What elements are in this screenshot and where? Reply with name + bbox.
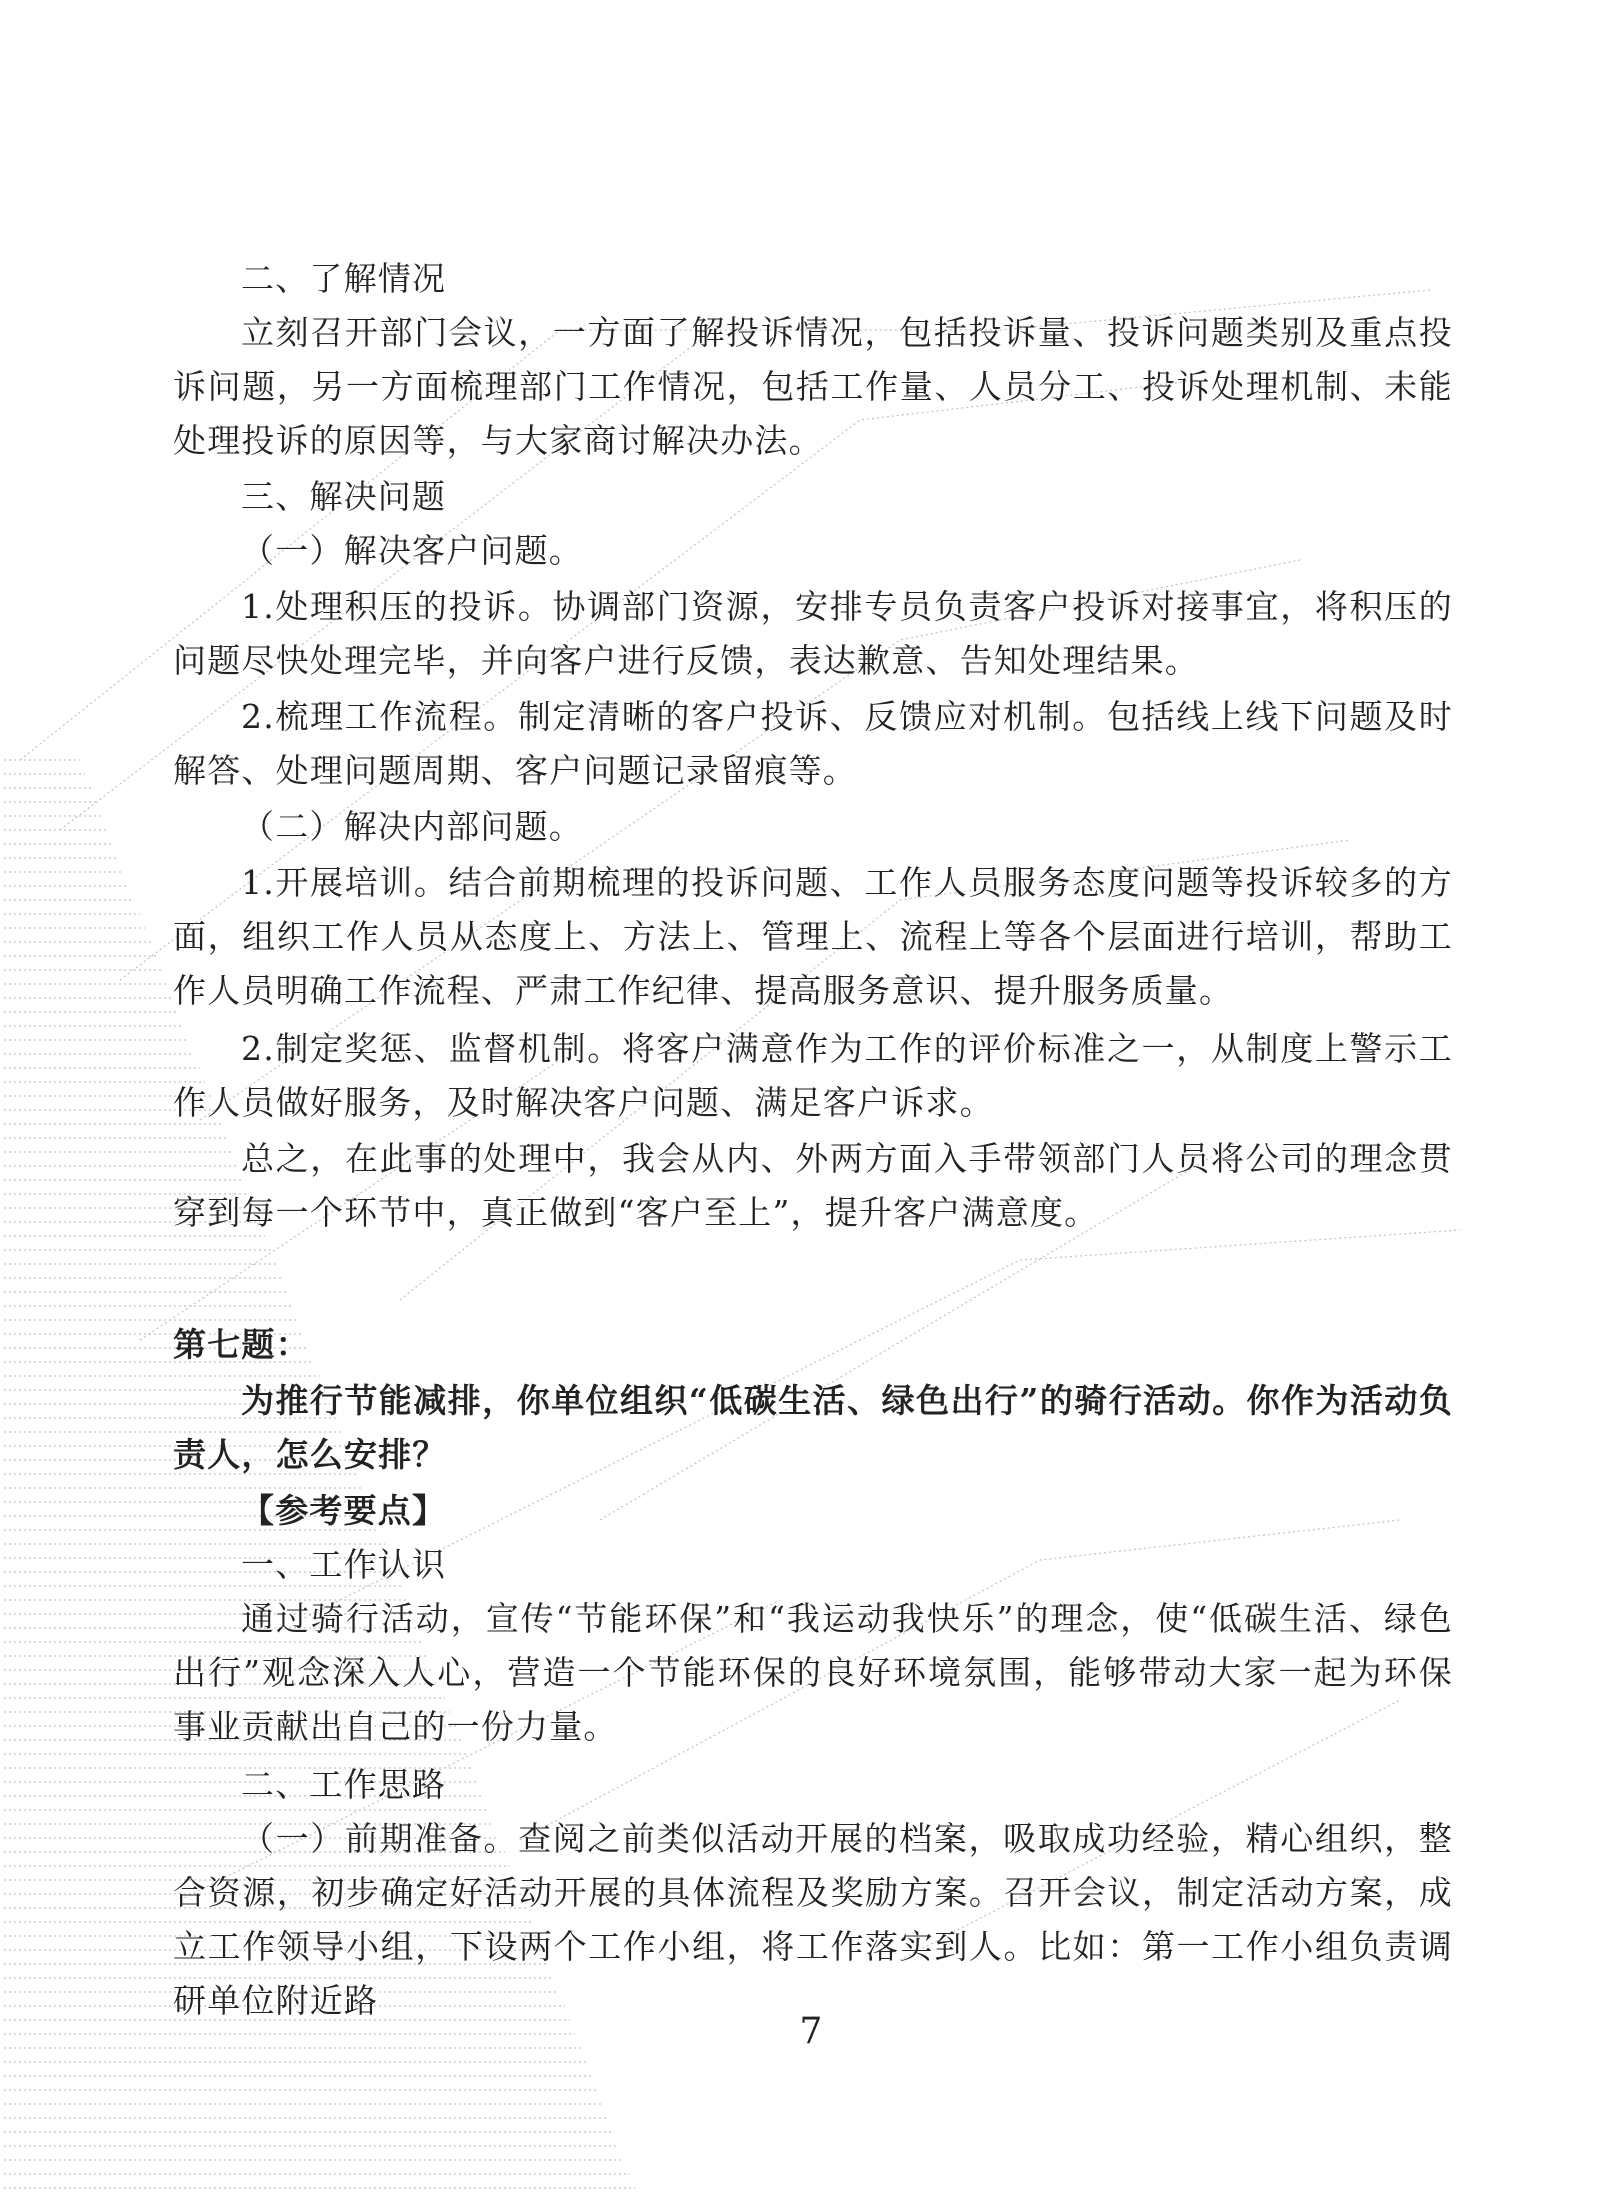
reference-points-label: 【参考要点】 — [241, 1491, 447, 1530]
paragraph-summary: 总之，在此事的处理中，我会从内、外两方面入手带领部门人员将公司的理念贯穿到每一个环节中，真正做到“客户至上”，提升客户满意度。 — [173, 1139, 1453, 1232]
paragraph-workflow: 2.梳理工作流程。制定清晰的客户投诉、反馈应对机制。包括线上线下问题及时解答、处理问题周期、客户问题记录留痕等。 — [173, 697, 1453, 790]
paragraph-preparation: （一）前期准备。查阅之前类似活动开展的档案，吸取成功经验，精心组织，整合资源，初步确定好活动开展的具体流程及奖励方案。召开会议，制定活动方案，成立工作领导小组，下设两个工作小组，将工作落实到人。比如：第一工作小组负责调研单位附近路 — [173, 1819, 1453, 2020]
paragraph-awareness: 通过骑行活动，宣传“节能环保”和“我运动我快乐”的理念，使“低碳生活、绿色出行”观念深入人心，营造一个节能环保的良好环境氛围，能够带动大家一起为环保事业贡献出自己的一份力量。 — [173, 1599, 1453, 1746]
question-number: 第七题： — [173, 1325, 310, 1364]
question-text: 为推行节能减排，你单位组织“低碳生活、绿色出行”的骑行活动。你作为活动负责人，怎么安排？ — [173, 1381, 1453, 1474]
paragraph-training: 1.开展培训。结合前期梳理的投诉问题、工作人员服务态度问题等投诉较多的方面，组织工作人员从态度上、方法上、管理上、流程上等各个层面进行培训，帮助工作人员明确工作流程、严肃工作纪律、提高服务意识、提升服务质量。 — [173, 863, 1453, 1010]
subheading-customer-issues: （一）解决客户问题。 — [241, 531, 583, 570]
section-heading-awareness: 一、工作认识 — [241, 1545, 447, 1584]
subheading-internal-issues: （二）解决内部问题。 — [241, 807, 583, 846]
section-heading-understand: 二、了解情况 — [241, 259, 447, 298]
page-number: 7 — [799, 2011, 823, 2052]
paragraph-meeting: 立刻召开部门会议，一方面了解投诉情况，包括投诉量、投诉问题类别及重点投诉问题，另一方面梳理部门工作情况，包括工作量、人员分工、投诉处理机制、未能处理投诉的原因等，与大家商讨解决办法。 — [173, 313, 1453, 460]
section-heading-solve: 三、解决问题 — [241, 477, 447, 516]
paragraph-rewards: 2.制定奖惩、监督机制。将客户满意作为工作的评价标准之一，从制度上警示工作人员做好服务，及时解决客户问题、满足客户诉求。 — [173, 1029, 1453, 1122]
section-heading-approach: 二、工作思路 — [241, 1765, 447, 1804]
paragraph-backlog: 1.处理积压的投诉。协调部门资源，安排专员负责客户投诉对接事宜，将积压的问题尽快处理完毕，并向客户进行反馈，表达歉意、告知处理结果。 — [173, 587, 1453, 680]
